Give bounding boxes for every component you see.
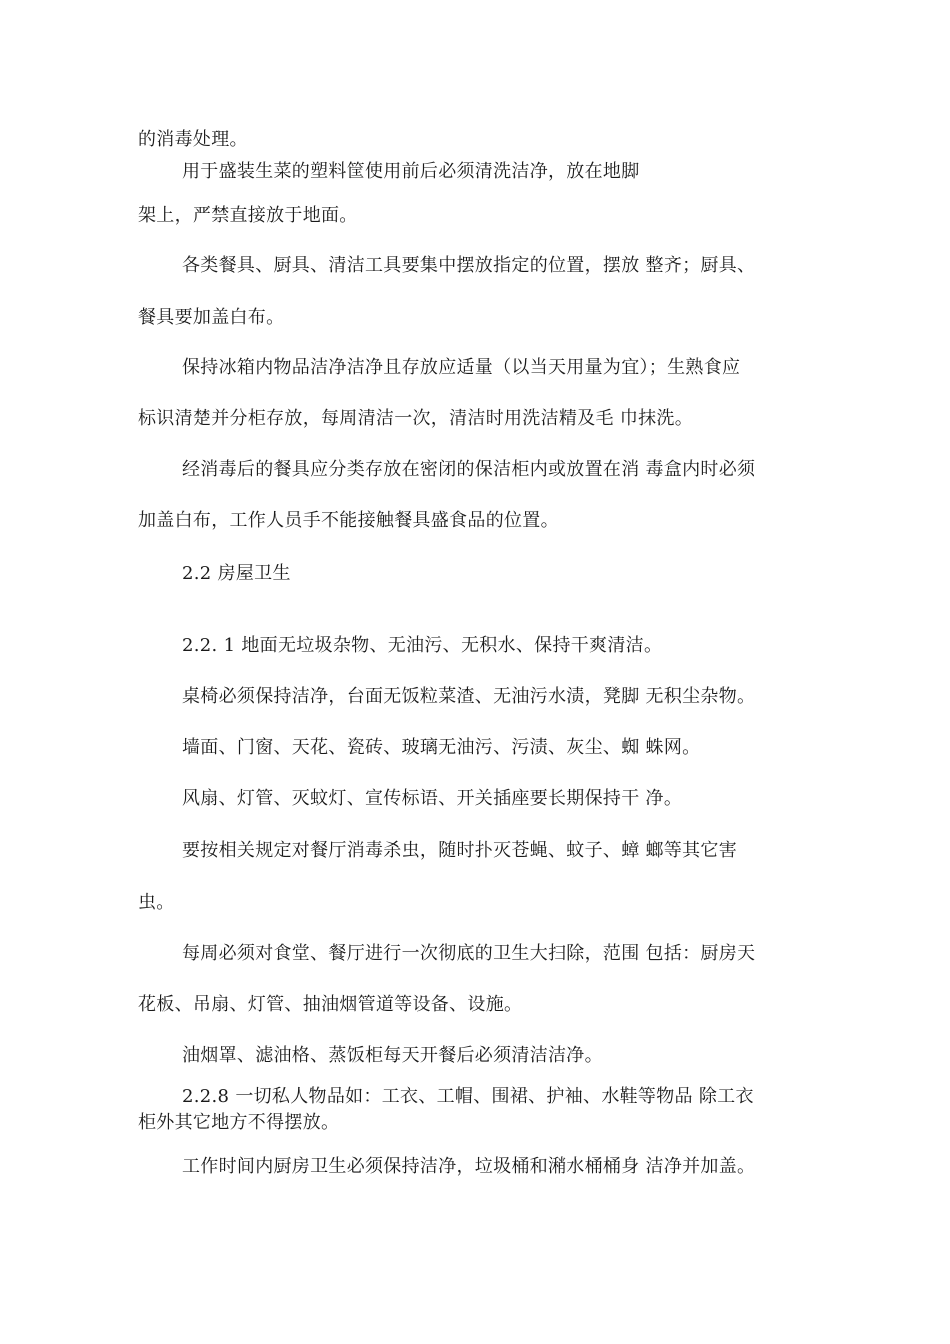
- section-heading: 2.2 房屋卫生: [182, 563, 291, 584]
- text-line: 2.2.8 一切私人物品如：工衣、工帽、围裙、护袖、水鞋等物品 除工衣: [182, 1086, 754, 1107]
- text-line: 餐具要加盖白布。: [138, 307, 285, 328]
- text-line: 保持冰箱内物品洁净洁净且存放应适量（以当天用量为宜）；生熟食应: [182, 357, 741, 378]
- text-line: 柜外其它地方不得摆放。: [138, 1112, 340, 1133]
- text-line: 的消毒处理。: [138, 129, 248, 150]
- text-line: 架上，严禁直接放于地面。: [138, 205, 358, 226]
- text-line: 各类餐具、厨具、清洁工具要集中摆放指定的位置，摆放 整齐；厨具、: [182, 255, 756, 276]
- text-line: 标识清楚并分柜存放，每周清洁一次，清洁时用洗洁精及毛 巾抹洗。: [138, 408, 694, 429]
- text-line: 用于盛装生菜的塑料筐使用前后必须清洗洁净，放在地脚: [182, 161, 640, 182]
- text-line: 油烟罩、滤油格、蒸饭柜每天开餐后必须清洁洁净。: [182, 1045, 603, 1066]
- text-line: 桌椅必须保持洁净，台面无饭粒菜渣、无油污水渍，凳脚 无积尘杂物。: [182, 686, 756, 707]
- text-line: 风扇、灯管、灭蚊灯、宣传标语、开关插座要长期保持干 净。: [182, 788, 683, 809]
- text-line: 要按相关规定对餐厅消毒杀虫，随时扑灭苍蝇、蚊子、蟑 螂等其它害: [182, 840, 738, 861]
- text-line: 虫。: [138, 892, 175, 913]
- subsection-heading: 2.2. 1 地面无垃圾杂物、无油污、无积水、保持干爽清洁。: [182, 635, 663, 656]
- text-line: 每周必须对食堂、餐厅进行一次彻底的卫生大扫除，范围 包括：厨房天: [182, 943, 756, 964]
- text-line: 花板、吊扇、灯管、抽油烟管道等设备、设施。: [138, 994, 523, 1015]
- text-line: 加盖白布，工作人员手不能接触餐具盛食品的位置。: [138, 510, 559, 531]
- text-line: 墙面、门窗、天花、瓷砖、玻璃无油污、污渍、灰尘、蜘 蛛网。: [182, 737, 701, 758]
- text-line: 工作时间内厨房卫生必须保持洁净，垃圾桶和潲水桶桶身 洁净并加盖。: [182, 1156, 756, 1177]
- text-line: 经消毒后的餐具应分类存放在密闭的保洁柜内或放置在消 毒盒内时必须: [182, 459, 756, 480]
